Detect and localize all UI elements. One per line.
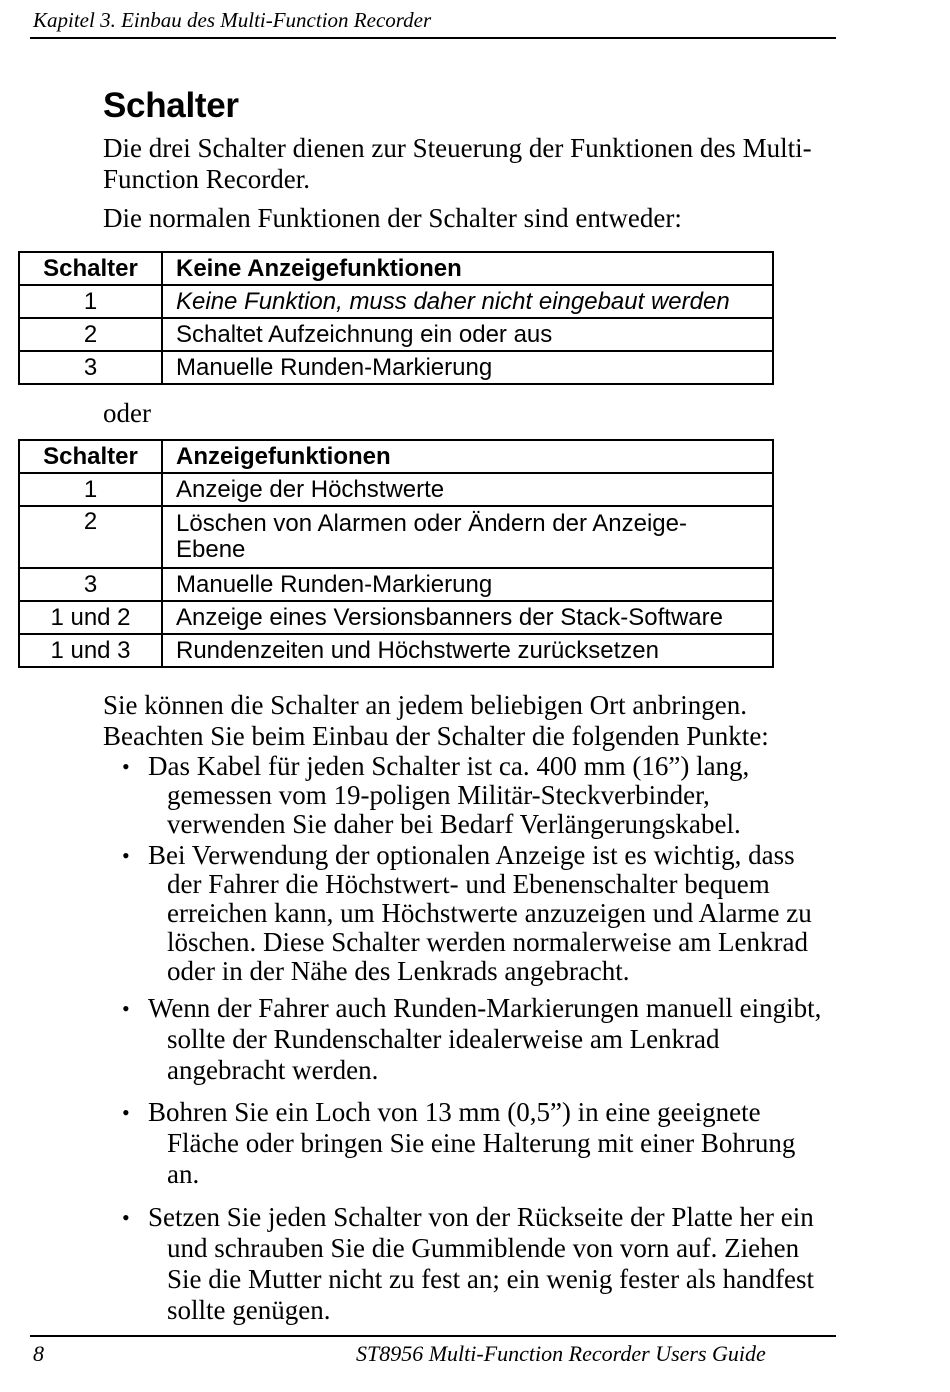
bullet-icon: • bbox=[122, 1100, 130, 1125]
running-header: Kapitel 3. Einbau des Multi-Function Recorder bbox=[33, 8, 432, 32]
table-row bbox=[19, 318, 773, 351]
table-row bbox=[19, 568, 773, 601]
bullet-icon: • bbox=[122, 996, 130, 1021]
switch-number-cell: 3 bbox=[19, 568, 162, 601]
list-item-text: Das Kabel für jeden Schalter ist ca. 400 mm (16”) lang, gemessen vom 19-poligen Militär-Steckverbinder, verwenden Sie daher bei Bedarf Verlängerungskabel. bbox=[148, 751, 750, 839]
switch-number-cell: 1 bbox=[19, 285, 162, 318]
list-item bbox=[122, 1202, 832, 1326]
function-cell: Anzeige der Höchstwerte bbox=[162, 473, 773, 506]
function-cell: Löschen von Alarmen oder Ändern der Anzeige-Ebene bbox=[162, 506, 773, 568]
switch-number-cell: 2 bbox=[19, 318, 162, 351]
bullet-icon: • bbox=[122, 843, 130, 868]
switch-number-cell: 1 und 3 bbox=[19, 634, 162, 667]
list-item-text: Bei Verwendung der optionalen Anzeige ist es wichtig, dass der Fahrer die Höchstwert- und Ebenenschalter bequem erreichen kann, um Höchstwerte anzuzeigen und Alarme zu löschen. Diese Schalter werden normalerweise am Lenkrad oder in der Nähe des Lenkrads angebracht. bbox=[148, 840, 812, 986]
switch-number-cell: 2 bbox=[19, 506, 162, 568]
switch-number-cell: 1 bbox=[19, 473, 162, 506]
footer-title: ST8956 Multi-Function Recorder Users Guide bbox=[356, 1341, 766, 1366]
or-separator: oder bbox=[103, 398, 151, 428]
header-cell-function: Keine Anzeigefunktionen bbox=[162, 252, 773, 285]
intro-paragraph: Die drei Schalter dienen zur Steuerung der Funktionen des Multi-Function Recorder. bbox=[103, 133, 812, 194]
header-cell-function: Anzeigefunktionen bbox=[162, 440, 773, 473]
table-row bbox=[19, 351, 773, 384]
list-item bbox=[122, 993, 832, 1086]
installation-intro: Sie können die Schalter an jedem beliebigen Ort anbringen. Beachten Sie beim Einbau der Schalter die folgenden Punkte: bbox=[103, 690, 769, 751]
table-row bbox=[19, 601, 773, 634]
list-item bbox=[122, 1097, 832, 1190]
footer-rule bbox=[30, 1335, 836, 1337]
list-item bbox=[122, 841, 832, 986]
bullet-icon: • bbox=[122, 1205, 130, 1230]
switch-number-cell: 1 und 2 bbox=[19, 601, 162, 634]
function-cell: Manuelle Runden-Markierung bbox=[162, 568, 773, 601]
no-display-functions-table bbox=[18, 251, 774, 385]
section-title: Schalter bbox=[103, 86, 239, 125]
list-item-text: Bohren Sie ein Loch von 13 mm (0,5”) in eine geeignete Fläche oder bringen Sie eine Halterung mit einer Bohrung an. bbox=[148, 1097, 796, 1189]
header-cell-switch: Schalter bbox=[19, 252, 162, 285]
function-cell: Rundenzeiten und Höchstwerte zurücksetzen bbox=[162, 634, 773, 667]
list-item-text: Wenn der Fahrer auch Runden-Markierungen manuell eingibt, sollte der Rundenschalter idealerweise am Lenkrad angebracht werden. bbox=[148, 993, 822, 1085]
list-item bbox=[122, 752, 832, 839]
header-rule bbox=[30, 37, 836, 39]
display-functions-table bbox=[18, 439, 774, 668]
function-cell: Manuelle Runden-Markierung bbox=[162, 351, 773, 384]
table-row bbox=[19, 634, 773, 667]
table-header-row bbox=[19, 440, 773, 473]
bullet-icon: • bbox=[122, 754, 130, 779]
header-cell-switch: Schalter bbox=[19, 440, 162, 473]
page-number: 8 bbox=[33, 1341, 44, 1366]
table-row bbox=[19, 506, 773, 568]
switch-number-cell: 3 bbox=[19, 351, 162, 384]
function-cell: Schaltet Aufzeichnung ein oder aus bbox=[162, 318, 773, 351]
table-header-row bbox=[19, 252, 773, 285]
table-row bbox=[19, 473, 773, 506]
function-cell: Anzeige eines Versionsbanners der Stack-Software bbox=[162, 601, 773, 634]
table-row bbox=[19, 285, 773, 318]
list-item-text: Setzen Sie jeden Schalter von der Rückseite der Platte her ein und schrauben Sie die Gummiblende von vorn auf. Ziehen Sie die Mutter nicht zu fest an; ein wenig fester als handfest sollte genügen. bbox=[148, 1202, 815, 1325]
function-cell: Keine Funktion, muss daher nicht eingebaut werden bbox=[162, 285, 773, 318]
intro-lead-in: Die normalen Funktionen der Schalter sind entweder: bbox=[103, 203, 682, 233]
